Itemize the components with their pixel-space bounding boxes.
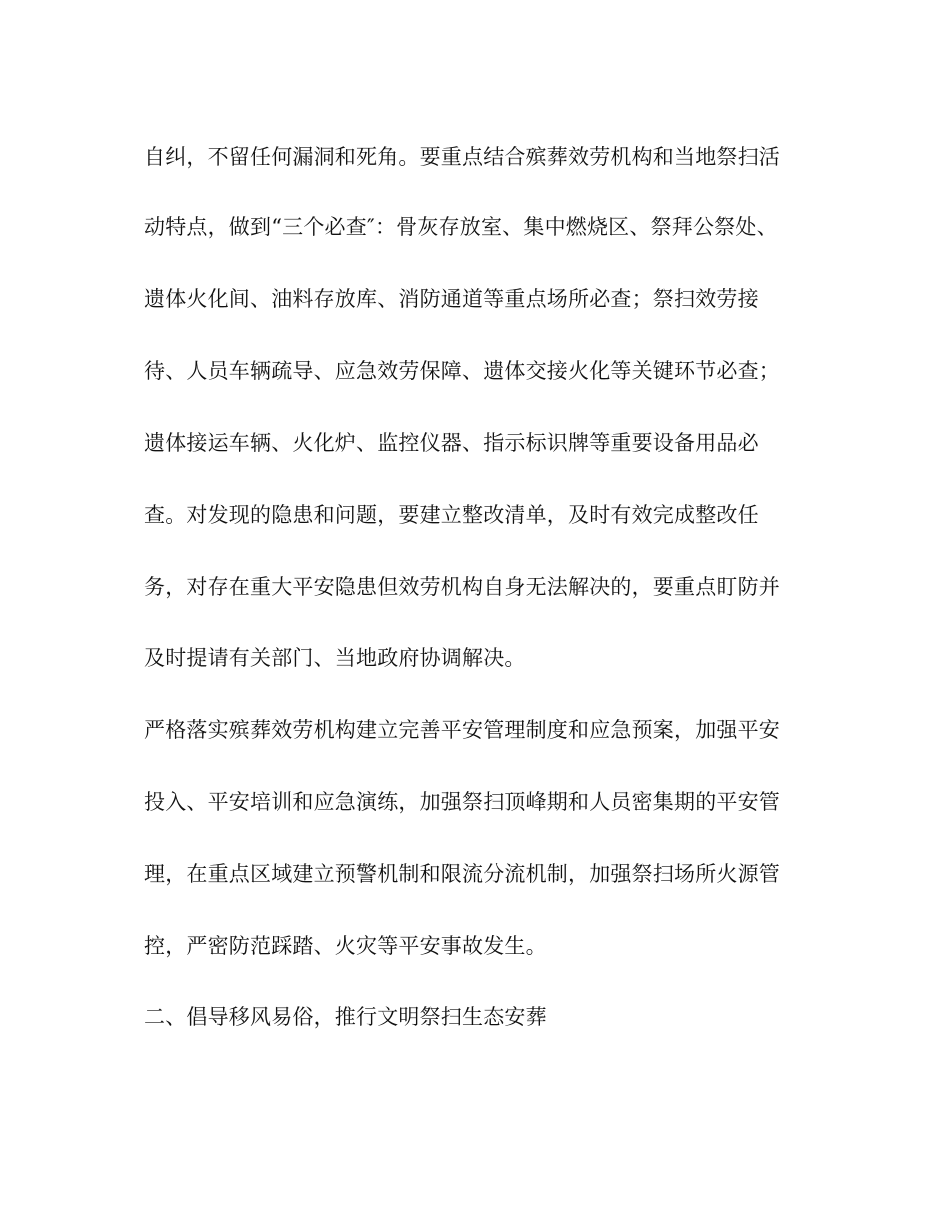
text-line-4: 待、人员车辆疏导、应急效劳保障、遗体交接火化等关键环节必查；: [144, 359, 780, 383]
text-line-12: 控，严密防范踩踏、火灾等平安事故发生。: [144, 934, 547, 958]
text-line-2: 动特点，做到“三个必查″：骨灰存放室、集中燃烧区、祭拜公祭处、: [144, 215, 778, 239]
text-line-10: 投入、平安培训和应急演练，加强祭扫顶峰期和人员密集期的平安管: [144, 790, 780, 814]
text-line-9: 严格落实殡葬效劳机构建立完善平安管理制度和应急预案，加强平安: [144, 718, 780, 742]
text-line-5: 遗体接运车辆、火化炉、监控仪器、指示标识牌等重要设备用品必: [144, 431, 759, 455]
text-line-7: 务，对存在重大平安隐患但效劳机构自身无法解决的，要重点盯防并: [144, 575, 780, 599]
text-line-11: 理，在重点区域建立预警机制和限流分流机制，加强祭扫场所火源管: [144, 862, 780, 886]
text-line-6: 查。对发现的隐患和问题，要建立整改清单，及时有效完成整改任: [144, 503, 759, 527]
text-line-8: 及时提请有关部门、当地政府协调解决。: [144, 646, 526, 670]
section-heading: 二、倡导移风易俗，推行文明祭扫生态安葬: [144, 1005, 547, 1029]
text-line-3: 遗体火化间、油料存放库、消防通道等重点场所必查；祭扫效劳接: [144, 287, 759, 311]
text-line-1: 自纠，不留任何漏洞和死角。要重点结合殡葬效劳机构和当地祭扫活: [144, 145, 780, 169]
